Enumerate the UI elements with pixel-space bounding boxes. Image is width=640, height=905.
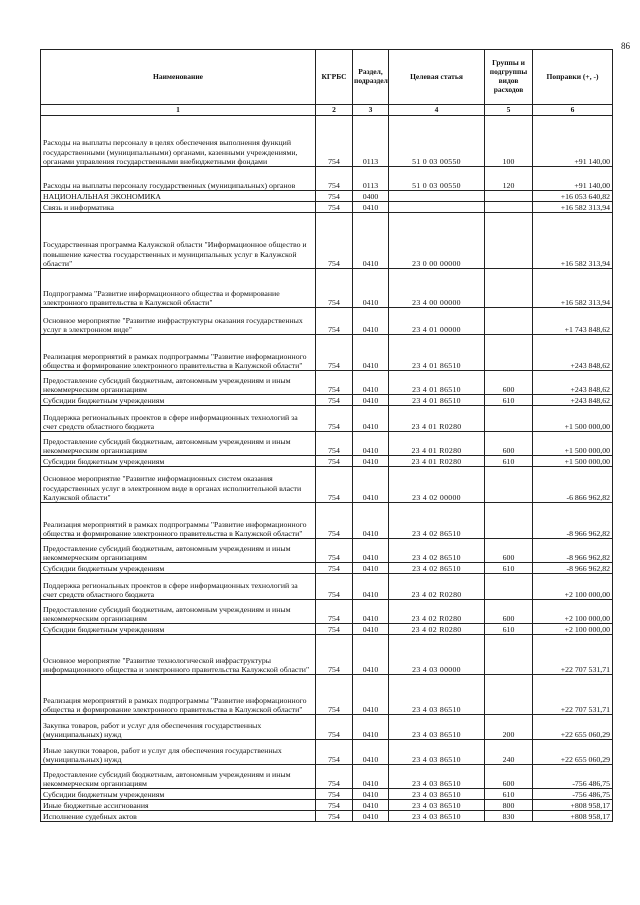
row-target: 23 4 03 00000 bbox=[389, 635, 485, 675]
column-index: 6 bbox=[533, 105, 613, 116]
row-name: Основное мероприятие "Развитие технологической инфраструктуры информационного общества и электронного правительства Калужской области" bbox=[41, 635, 316, 675]
row-amount: +91 140,00 bbox=[533, 116, 613, 167]
row-section: 0113 bbox=[353, 167, 389, 191]
row-target: 51 0 03 00550 bbox=[389, 116, 485, 167]
row-name: Исполнение судебных актов bbox=[41, 811, 316, 822]
row-target: 23 4 03 86510 bbox=[389, 715, 485, 740]
row-target: 23 4 03 86510 bbox=[389, 765, 485, 789]
row-kgrbs: 754 bbox=[316, 635, 353, 675]
row-group: 600 bbox=[485, 539, 533, 563]
row-name: Реализация мероприятий в рамках подпрограммы "Развитие информационного общества и формирование электронного правительства в Калужской области" bbox=[41, 675, 316, 715]
row-amount: +243 848,62 bbox=[533, 335, 613, 371]
row-kgrbs: 754 bbox=[316, 789, 353, 800]
budget-amendments-table bbox=[40, 49, 613, 822]
row-group: 610 bbox=[485, 624, 533, 635]
row-section: 0410 bbox=[353, 624, 389, 635]
row-group: 610 bbox=[485, 789, 533, 800]
row-kgrbs: 754 bbox=[316, 600, 353, 624]
row-amount: +1 500 000,00 bbox=[533, 456, 613, 467]
row-kgrbs: 754 bbox=[316, 308, 353, 335]
row-group: 120 bbox=[485, 167, 533, 191]
row-section: 0410 bbox=[353, 308, 389, 335]
table-row bbox=[41, 503, 613, 539]
row-section: 0410 bbox=[353, 563, 389, 574]
table-header-row bbox=[41, 50, 613, 105]
row-section: 0400 bbox=[353, 191, 389, 202]
row-amount: -756 486,75 bbox=[533, 789, 613, 800]
row-name: Субсидии бюджетным учреждениям bbox=[41, 789, 316, 800]
row-group: 610 bbox=[485, 563, 533, 574]
column-index-row bbox=[41, 105, 613, 116]
row-target: 23 4 01 86510 bbox=[389, 335, 485, 371]
table-row bbox=[41, 213, 613, 269]
table-row bbox=[41, 432, 613, 456]
table-row bbox=[41, 624, 613, 635]
row-amount: -8 966 962,82 bbox=[533, 563, 613, 574]
row-name: Основное мероприятие "Развитие информационных систем оказания государственных услуг в электронном виде в органах исполнительной власти Калужской области" bbox=[41, 467, 316, 503]
column-index: 3 bbox=[353, 105, 389, 116]
row-amount: +1 500 000,00 bbox=[533, 406, 613, 432]
row-kgrbs: 754 bbox=[316, 574, 353, 600]
table-row bbox=[41, 167, 613, 191]
row-group bbox=[485, 574, 533, 600]
row-amount: -6 866 962,82 bbox=[533, 467, 613, 503]
row-amount: +243 848,62 bbox=[533, 371, 613, 395]
row-target: 23 4 01 R0280 bbox=[389, 406, 485, 432]
row-section: 0410 bbox=[353, 811, 389, 822]
row-amount: +808 958,17 bbox=[533, 800, 613, 811]
row-name: Подпрограмма "Развитие информационного общества и формирование электронного правительства в Калужской области" bbox=[41, 269, 316, 308]
row-amount: -8 966 962,82 bbox=[533, 503, 613, 539]
row-name: Субсидии бюджетным учреждениям bbox=[41, 624, 316, 635]
row-name: Реализация мероприятий в рамках подпрограммы "Развитие информационного общества и формирование электронного правительства в Калужской области" bbox=[41, 503, 316, 539]
row-target: 23 0 00 00000 bbox=[389, 213, 485, 269]
row-target: 23 4 03 86510 bbox=[389, 800, 485, 811]
row-kgrbs: 754 bbox=[316, 800, 353, 811]
row-section: 0410 bbox=[353, 406, 389, 432]
row-name: Предоставление субсидий бюджетным, автономным учреждениям и иным некоммерческим организациям bbox=[41, 600, 316, 624]
row-amount: +2 100 000,00 bbox=[533, 624, 613, 635]
header-group: Группы и подгруппы видов расходов bbox=[485, 50, 533, 105]
row-target: 51 0 03 00550 bbox=[389, 167, 485, 191]
row-kgrbs: 754 bbox=[316, 213, 353, 269]
table-row bbox=[41, 765, 613, 789]
header-section: Раздел, подраздел bbox=[353, 50, 389, 105]
row-name: Предоставление субсидий бюджетным, автономным учреждениям и иным некоммерческим организациям bbox=[41, 432, 316, 456]
table-row bbox=[41, 269, 613, 308]
column-index: 1 bbox=[41, 105, 316, 116]
row-group: 600 bbox=[485, 371, 533, 395]
row-target: 23 4 00 00000 bbox=[389, 269, 485, 308]
row-name: Предоставление субсидий бюджетным, автономным учреждениям и иным некоммерческим организациям bbox=[41, 371, 316, 395]
row-group: 240 bbox=[485, 740, 533, 765]
table-row bbox=[41, 574, 613, 600]
table-row bbox=[41, 116, 613, 167]
row-kgrbs: 754 bbox=[316, 191, 353, 202]
row-amount: +22 707 531,71 bbox=[533, 675, 613, 715]
row-target: 23 4 02 86510 bbox=[389, 503, 485, 539]
header-name: Наименование bbox=[41, 50, 316, 105]
row-name: Субсидии бюджетным учреждениям bbox=[41, 456, 316, 467]
row-kgrbs: 754 bbox=[316, 432, 353, 456]
row-target bbox=[389, 191, 485, 202]
row-group bbox=[485, 202, 533, 213]
table-row bbox=[41, 789, 613, 800]
table-row bbox=[41, 800, 613, 811]
row-section: 0410 bbox=[353, 213, 389, 269]
table-row bbox=[41, 191, 613, 202]
row-kgrbs: 754 bbox=[316, 811, 353, 822]
row-kgrbs: 754 bbox=[316, 395, 353, 406]
row-name: Иные закупки товаров, работ и услуг для обеспечения государственных (муниципальных) нужд bbox=[41, 740, 316, 765]
row-section: 0410 bbox=[353, 789, 389, 800]
row-kgrbs: 754 bbox=[316, 503, 353, 539]
table-row bbox=[41, 335, 613, 371]
row-section: 0410 bbox=[353, 765, 389, 789]
row-target: 23 4 02 R0280 bbox=[389, 600, 485, 624]
row-section: 0113 bbox=[353, 116, 389, 167]
table-row bbox=[41, 467, 613, 503]
row-name: Расходы на выплаты персоналу в целях обеспечения выполнения функций государственными (муниципальными) органами, казенными учреждениями, органами управления государственными внебюджетными фондами bbox=[41, 116, 316, 167]
row-kgrbs: 754 bbox=[316, 456, 353, 467]
table-row bbox=[41, 635, 613, 675]
row-group: 830 bbox=[485, 811, 533, 822]
row-name: НАЦИОНАЛЬНАЯ ЭКОНОМИКА bbox=[41, 191, 316, 202]
row-amount: +1 743 848,62 bbox=[533, 308, 613, 335]
row-name: Расходы на выплаты персоналу государственных (муниципальных) органов bbox=[41, 167, 316, 191]
row-target: 23 4 01 86510 bbox=[389, 395, 485, 406]
row-target: 23 4 03 86510 bbox=[389, 675, 485, 715]
row-kgrbs: 754 bbox=[316, 335, 353, 371]
row-amount: -756 486,75 bbox=[533, 765, 613, 789]
table-row bbox=[41, 202, 613, 213]
row-section: 0410 bbox=[353, 715, 389, 740]
row-amount: +16 582 313,94 bbox=[533, 269, 613, 308]
row-target: 23 4 02 86510 bbox=[389, 539, 485, 563]
header-amount: Поправки (+, -) bbox=[533, 50, 613, 105]
row-section: 0410 bbox=[353, 432, 389, 456]
row-amount: +16 582 313,94 bbox=[533, 202, 613, 213]
row-section: 0410 bbox=[353, 635, 389, 675]
column-index: 5 bbox=[485, 105, 533, 116]
row-section: 0410 bbox=[353, 269, 389, 308]
table-body bbox=[41, 116, 613, 822]
row-target: 23 4 02 R0280 bbox=[389, 574, 485, 600]
row-group: 600 bbox=[485, 432, 533, 456]
row-target: 23 4 03 86510 bbox=[389, 811, 485, 822]
row-group bbox=[485, 191, 533, 202]
row-group bbox=[485, 335, 533, 371]
row-section: 0410 bbox=[353, 335, 389, 371]
row-amount: +22 707 531,71 bbox=[533, 635, 613, 675]
table-row bbox=[41, 563, 613, 574]
row-target: 23 4 01 00000 bbox=[389, 308, 485, 335]
row-group bbox=[485, 635, 533, 675]
row-group: 610 bbox=[485, 456, 533, 467]
row-amount: +2 100 000,00 bbox=[533, 600, 613, 624]
row-kgrbs: 754 bbox=[316, 269, 353, 308]
row-name: Поддержка региональных проектов в сфере информационных технологий за счет средств областного бюджета bbox=[41, 574, 316, 600]
row-target: 23 4 01 R0280 bbox=[389, 456, 485, 467]
row-section: 0410 bbox=[353, 395, 389, 406]
table-row bbox=[41, 308, 613, 335]
row-name: Связь и информатика bbox=[41, 202, 316, 213]
row-kgrbs: 754 bbox=[316, 467, 353, 503]
row-kgrbs: 754 bbox=[316, 624, 353, 635]
table-row bbox=[41, 715, 613, 740]
row-group bbox=[485, 467, 533, 503]
row-kgrbs: 754 bbox=[316, 167, 353, 191]
table-row bbox=[41, 539, 613, 563]
row-name: Закупка товаров, работ и услуг для обеспечения государственных (муниципальных) нужд bbox=[41, 715, 316, 740]
row-target: 23 4 03 86510 bbox=[389, 740, 485, 765]
row-amount: +91 140,00 bbox=[533, 167, 613, 191]
row-group: 800 bbox=[485, 800, 533, 811]
table-row bbox=[41, 395, 613, 406]
row-target: 23 4 03 86510 bbox=[389, 789, 485, 800]
row-name: Государственная программа Калужской области "Информационное общество и повышение качества государственных и муниципальных услуг в Калужской области" bbox=[41, 213, 316, 269]
row-section: 0410 bbox=[353, 574, 389, 600]
row-kgrbs: 754 bbox=[316, 715, 353, 740]
row-section: 0410 bbox=[353, 675, 389, 715]
row-section: 0410 bbox=[353, 503, 389, 539]
row-name: Предоставление субсидий бюджетным, автономным учреждениям и иным некоммерческим организациям bbox=[41, 539, 316, 563]
row-kgrbs: 754 bbox=[316, 539, 353, 563]
row-kgrbs: 754 bbox=[316, 675, 353, 715]
row-kgrbs: 754 bbox=[316, 740, 353, 765]
table-row bbox=[41, 600, 613, 624]
row-group bbox=[485, 406, 533, 432]
row-target: 23 4 02 00000 bbox=[389, 467, 485, 503]
table-row bbox=[41, 406, 613, 432]
row-amount: +808 958,17 bbox=[533, 811, 613, 822]
row-amount: +1 500 000,00 bbox=[533, 432, 613, 456]
row-section: 0410 bbox=[353, 371, 389, 395]
row-name: Основное мероприятие "Развитие инфраструктуры оказания государственных услуг в электронном виде" bbox=[41, 308, 316, 335]
row-kgrbs: 754 bbox=[316, 202, 353, 213]
row-name: Субсидии бюджетным учреждениям bbox=[41, 395, 316, 406]
row-kgrbs: 754 bbox=[316, 765, 353, 789]
row-amount: +22 655 060,29 bbox=[533, 715, 613, 740]
table-row bbox=[41, 371, 613, 395]
row-group bbox=[485, 213, 533, 269]
row-amount: +16 582 313,94 bbox=[533, 213, 613, 269]
row-name: Иные бюджетные ассигнования bbox=[41, 800, 316, 811]
table-row bbox=[41, 456, 613, 467]
row-group bbox=[485, 503, 533, 539]
row-section: 0410 bbox=[353, 800, 389, 811]
row-group: 610 bbox=[485, 395, 533, 406]
row-group bbox=[485, 675, 533, 715]
row-amount: +16 053 640,82 bbox=[533, 191, 613, 202]
row-amount: -8 966 962,82 bbox=[533, 539, 613, 563]
page-number: 86 bbox=[621, 41, 630, 51]
header-kgrbs: КГРБС bbox=[316, 50, 353, 105]
row-target: 23 4 01 86510 bbox=[389, 371, 485, 395]
row-amount: +243 848,62 bbox=[533, 395, 613, 406]
row-group bbox=[485, 269, 533, 308]
row-name: Поддержка региональных проектов в сфере информационных технологий за счет средств областного бюджета bbox=[41, 406, 316, 432]
row-section: 0410 bbox=[353, 202, 389, 213]
row-section: 0410 bbox=[353, 740, 389, 765]
row-group bbox=[485, 308, 533, 335]
table-row bbox=[41, 675, 613, 715]
table-row bbox=[41, 811, 613, 822]
row-kgrbs: 754 bbox=[316, 371, 353, 395]
row-kgrbs: 754 bbox=[316, 406, 353, 432]
row-name: Реализация мероприятий в рамках подпрограммы "Развитие информационного общества и формирование электронного правительства в Калужской области" bbox=[41, 335, 316, 371]
row-section: 0410 bbox=[353, 600, 389, 624]
row-group: 200 bbox=[485, 715, 533, 740]
row-target: 23 4 02 R0280 bbox=[389, 624, 485, 635]
row-kgrbs: 754 bbox=[316, 116, 353, 167]
row-group: 600 bbox=[485, 600, 533, 624]
row-section: 0410 bbox=[353, 456, 389, 467]
row-section: 0410 bbox=[353, 539, 389, 563]
row-name: Предоставление субсидий бюджетным, автономным учреждениям и иным некоммерческим организациям bbox=[41, 765, 316, 789]
row-amount: +22 655 060,29 bbox=[533, 740, 613, 765]
table-row bbox=[41, 740, 613, 765]
column-index: 4 bbox=[389, 105, 485, 116]
column-index: 2 bbox=[316, 105, 353, 116]
row-target: 23 4 02 86510 bbox=[389, 563, 485, 574]
row-section: 0410 bbox=[353, 467, 389, 503]
row-target: 23 4 01 R0280 bbox=[389, 432, 485, 456]
row-kgrbs: 754 bbox=[316, 563, 353, 574]
row-target bbox=[389, 202, 485, 213]
row-group: 100 bbox=[485, 116, 533, 167]
row-name: Субсидии бюджетным учреждениям bbox=[41, 563, 316, 574]
header-target: Целевая статья bbox=[389, 50, 485, 105]
row-amount: +2 100 000,00 bbox=[533, 574, 613, 600]
row-group: 600 bbox=[485, 765, 533, 789]
